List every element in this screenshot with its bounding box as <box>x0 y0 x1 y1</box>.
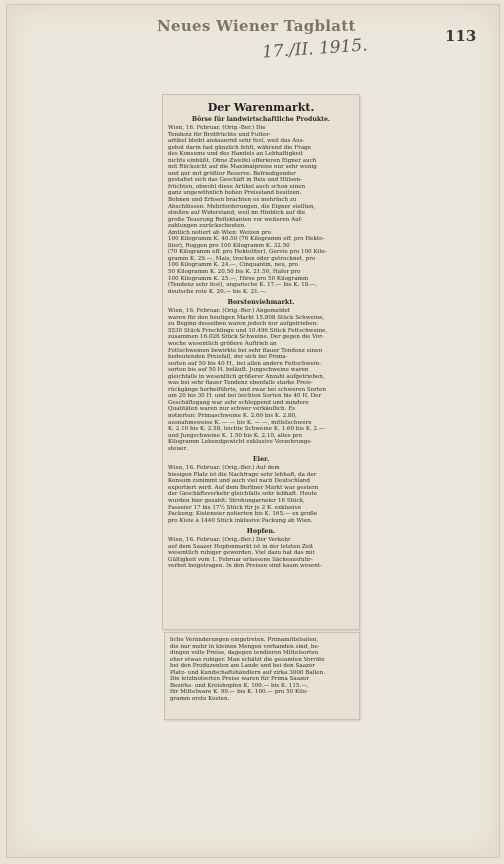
text-line: Platz- und Kundschaftshändlern auf zirka 3000 Ballen. <box>170 669 325 676</box>
text-line: früchten, obwohl diese Artikel auch schon einen <box>168 183 306 190</box>
text-block-continuation <box>170 637 354 702</box>
text-line: hiesigen Platz ist die Nachfrage sehr lebhaft, da der <box>168 471 317 478</box>
text-line: (70 Kilogramm eff. pro Hektoliter), Gerste pro 100 Kilo- <box>168 249 327 256</box>
text-line: Gültigkeit vom 1. Februar erlassene Säckeausfuhr- <box>168 556 313 563</box>
text-line: Die letztnotierten Preise waren für Prima Saazer <box>170 676 310 683</box>
text-line: eher etwas ruhiger. Man schätzt die gesamten Vorräte <box>170 656 325 663</box>
text-line: artikel bleibt andauernd sehr fest, weil das Aus- <box>168 138 305 145</box>
text-line: gramm K. 29.—, Mais, trocken oder getrocknet, pro <box>168 255 316 262</box>
text-line: rückgänge herbeiführte, und zwar bei schweren Sorten <box>168 386 326 393</box>
text-line: gestaltet sich das Geschäft in Reis und Hülsen- <box>168 177 302 184</box>
text-line: mit Rücksicht auf die Maximalpreise nur sehr wenig <box>168 164 317 171</box>
text-line: die nur mehr in kleinen Mengen vorhanden sind, be- <box>170 643 320 650</box>
text-line: steuer. <box>168 445 188 452</box>
text-line: des Konsums und des Handels an Lebhaftigkeit <box>168 151 303 158</box>
text-line: nichts einbüßt. Ohne Zweifel offerieren Eigner auch <box>168 157 317 164</box>
text-line: gebot darin fast gänzlich fehlt, während die Frage <box>168 144 311 151</box>
text-line: bedeutenden Preisfall, der sich bei Prima- <box>168 354 288 361</box>
publication-name: Neues Wiener Tagblatt <box>157 17 356 35</box>
text-line: Qualitäten waren nur schwer verkäuflich. Es <box>168 406 296 413</box>
text-line: was bei sehr flauer Tendenz ebenfalls starke Preis- <box>168 380 313 387</box>
article-title: Der Warenmarkt. <box>207 101 315 114</box>
text-line: 100 Kilogramm K. 25.—, Hirse pro 50 Kilogramm <box>168 275 309 282</box>
newspaper-clipping-main <box>162 94 360 630</box>
section-heading-eggs: Eier. <box>252 455 270 464</box>
text-line: 100 Kilogramm K. 24.—, Cinquantin, neu, pro <box>168 262 299 269</box>
text-line: pro Kiste à 1440 Stück inklusive Packung ab Wien. <box>168 517 313 524</box>
text-line: zu Beginn desselben waren jedoch nur aufgetrieben: <box>168 321 319 328</box>
text-line: 50 Kilogramm K. 20.50 bis K. 21.50, Hafer pro <box>168 269 301 276</box>
text-line: Abschlüssen. Mehrforderungen, die Eigner stellten, <box>168 203 316 210</box>
text-line: Tendenz für Brotfrüchte und Futter- <box>168 131 271 138</box>
text-line: wurden hier gezahlt: Strohungarneier 16 Stück, <box>168 497 305 504</box>
text-line: wesentlich ruhiger geworden. Viel dazu hat das mit <box>168 550 315 557</box>
text-line: zusammen 16.026 Stück Schweine. Der gegen die Vor- <box>168 334 324 341</box>
text-line: Fettschweinen bewirkte bei sehr flauer Tendenz einen <box>168 347 323 354</box>
text-line: und Jungschweine K. 1.50 bis K. 2.10, alles pro <box>168 432 303 439</box>
text-line: Bezirks- und Kreishopfen K. 100.— bis K. 115.—, <box>170 682 309 689</box>
text-line: waren für den heutigen Markt 15.808 Stück Schweine, <box>168 314 325 321</box>
text-line: stießen auf Widerstand, weil im Hinblick auf die <box>168 210 306 217</box>
text-line: K. 2.10 bis K. 2.58, leichte Schweine K. 1.60 bis K. 2.— <box>168 426 325 433</box>
text-line: gramm erste Kosten. <box>170 695 230 702</box>
text-line: für Mittelware K. 90.— bis K. 100.— pro 50 Kilo- <box>170 689 309 696</box>
text-line: deutsche rote K. 20.— bis K. 21.—. <box>168 288 267 295</box>
text-line: Amtlich notiert ab Wien: Weizen pro <box>168 229 272 236</box>
text-line: gleichfalls in wesentlich größerer Anzahl aufgetrieben, <box>168 373 325 380</box>
section-heading-hops: Hopfen. <box>246 527 276 536</box>
text-line: (Tendenz sehr fest), ungarische K. 17.— bis K. 18.—, <box>168 282 318 289</box>
text-block-hops <box>168 537 354 570</box>
text-line: 5530 Stück Frischlinge und 10.496 Stück Fettschweine, <box>168 327 328 334</box>
text-line: zahlungen zurückscheuten. <box>168 223 246 230</box>
text-line: notierten: Primaschweine K. 2.60 bis K. 2.80, <box>168 412 297 419</box>
text-line: bei den Produzenten am Lande und bei den Saazer <box>170 663 315 670</box>
text-line: Wien, 16. Februar. (Orig.-Ber.) Angemeldet <box>168 308 291 315</box>
text-line: Wien, 16. Februar. (Orig.-Ber.) Der Verkehr <box>168 537 291 544</box>
text-line: sorten auf 50 bis 40 H., bei allen andern Fettschwein- <box>168 360 321 367</box>
text-line: verbot beigetragen. In den Preisen sind kaum wesent- <box>168 563 323 570</box>
text-line: sorten bis auf 50 H. beläuft. Jungschweine waren <box>168 367 309 374</box>
text-line: ausnahmsweise K. — — bis K. — —, mittelschwere <box>168 419 312 426</box>
text-line: Konsum zunimmt und auch viel nach Deutschland <box>168 478 310 485</box>
text-line: Fasseier 17 bis 17½ Stück für je 2 K. exklusive <box>168 504 302 511</box>
article-subtitle: Börse für landwirtschaftliche Produkte. <box>191 116 331 123</box>
text-line: Kilogramm Lebendgewicht exklusive Verzehrungs- <box>168 439 313 446</box>
text-line: auf dem Saazer Hopfenmarkt ist in der letzten Zeit <box>168 543 314 550</box>
text-line: große Teuerung Reflektanten vor weiteren Auf- <box>168 216 303 223</box>
section-heading-pigs: Borstenviehmarkt. <box>227 298 295 307</box>
text-line: woche wesentlich größere Auftrieb an <box>168 340 277 347</box>
text-line: Geschäftsgang war sehr schleppend und mindere <box>168 399 309 406</box>
text-line: liche Veränderungen eingetreten. Primamittelsaten, <box>170 637 319 643</box>
page-number: 113 <box>445 27 477 45</box>
text-line: exportiert wird. Auf dem Berliner Markt war gestern <box>168 484 319 491</box>
text-line: Wien, 16. Februar. (Orig.-Ber.) Die <box>168 125 266 131</box>
text-line: Packung; Kisteneier notierten bis K. 165.— ex große <box>168 511 318 518</box>
text-line: der Geschäftsverkehr gleichfalls sehr lebhaft. Heute <box>168 491 318 498</box>
text-line: ganz ungewöhnlich hohen Preisstand besitzen. <box>168 190 302 197</box>
handwritten-date: 17./II. 1915. <box>261 35 369 63</box>
text-line: Wien, 16. Februar. (Orig.-Ber.) Auf dem <box>168 465 280 472</box>
text-line: 100 Kilogramm K. 40.50 (76 Kilogramm eff. pro Hekto- <box>168 236 325 243</box>
text-block-eggs <box>168 465 354 524</box>
text-line: liter), Roggen pro 100 Kilogramm K. 32.50 <box>168 242 290 249</box>
text-block-pigs <box>168 308 354 452</box>
newspaper-clipping-continuation <box>164 632 360 720</box>
text-line: und nur mit größter Reserve. Befriedigender <box>168 170 296 177</box>
text-block-grain <box>168 125 354 295</box>
text-line: um 20 bis 30 H. und bei leichten Sorten bis 40 H. Der <box>168 393 322 400</box>
text-line: Bohnen und Erbsen brachten es mehrfach zu <box>168 197 297 204</box>
text-line: dingen volle Preise, dagegen tendieren Mittelsorten <box>170 650 319 657</box>
